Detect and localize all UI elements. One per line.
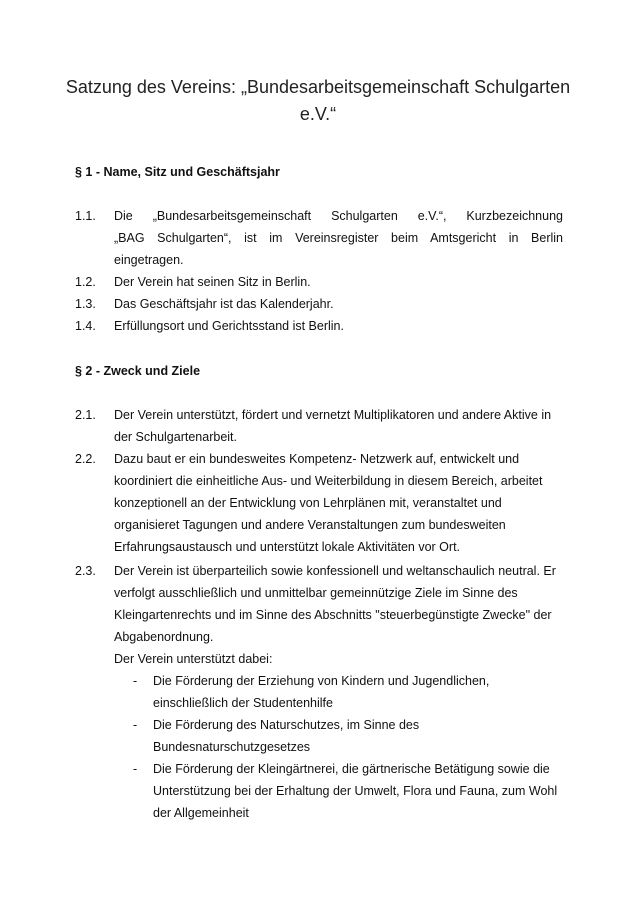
clause-1-2 xyxy=(75,271,563,293)
list-item xyxy=(113,714,563,758)
list-item-text: Die Förderung der Erziehung von Kindern und Jugendlichen, einschließlich der Studentenhilfe xyxy=(153,674,490,710)
list-item-text: Die Förderung der Kleingärtnerei, die gärtnerische Betätigung sowie die Unterstützung bei der Erhaltung der Umwelt, Flora und Fauna, zum Wohl der Allgemeinheit xyxy=(153,762,558,820)
clause-text: Der Verein unterstützt, fördert und vernetzt Multiplikatoren und andere Aktive in der Schulgartenarbeit. xyxy=(114,408,552,444)
clause-text: Der Verein ist überparteilich sowie konfessionell und weltanschaulich neutral. Er verfolgt ausschließlich und unmittelbar gemeinnützige Ziele im Sinne des Kleingartenrechts und im Sinne des Abschnitts "steuerbegünstigte Zwecke" der Abgabenordnung. xyxy=(114,564,556,644)
clause-text: Dazu baut er ein bundesweites Kompetenz- Netzwerk auf, entwickelt und koordiniert die einheitliche Aus- und Weiterbildung in diesem Bereich, arbeitet konzeptionell an der Entwicklung von Lehrplänen mit, veranstaltet und organisieret Tagungen und andere Veranstaltungen zum bundesweiten Erfahrungsaustausch und unterstützt lokale Aktivitäten vor Ort. xyxy=(114,452,543,554)
section-heading-2: § 2 - Zweck und Ziele xyxy=(75,364,201,378)
clause-number: 2.2. xyxy=(75,452,96,466)
clause-text: Der Verein hat seinen Sitz in Berlin. xyxy=(114,275,311,289)
clause-text-line: „BAG Schulgarten“, ist im Vereinsregister beim Amtsgericht in Berlin xyxy=(114,231,563,245)
clause-2-1 xyxy=(75,404,563,448)
clause-number: 1.2. xyxy=(75,275,96,289)
bullet-dash: - xyxy=(133,674,138,688)
clause-2-2 xyxy=(75,448,563,558)
clause-text: Erfüllungsort und Gerichtsstand ist Berlin. xyxy=(114,319,344,333)
bullet-dash: - xyxy=(133,762,138,776)
clause-text-line: Die „Bundesarbeitsgemeinschaft Schulgarten e.V.“, Kurzbezeichnung xyxy=(114,209,563,223)
clause-text-line: eingetragen. xyxy=(114,253,184,267)
clause-1-4 xyxy=(75,315,563,337)
clause-number: 1.3. xyxy=(75,297,96,311)
clause-number: 1.1. xyxy=(75,209,96,223)
list-item xyxy=(113,670,563,714)
section-heading-1: § 1 - Name, Sitz und Geschäftsjahr xyxy=(75,165,280,179)
clause-subtext: Der Verein unterstützt dabei: xyxy=(114,652,273,666)
list-item-text: Die Förderung des Naturschutzes, im Sinne des Bundesnaturschutzgesetzes xyxy=(153,718,420,754)
clause-1-1 xyxy=(75,205,563,271)
clause-text: Das Geschäftsjahr ist das Kalenderjahr. xyxy=(114,297,334,311)
bullet-list xyxy=(113,670,563,824)
clause-1-3 xyxy=(75,293,563,315)
bullet-dash: - xyxy=(133,718,138,732)
clause-2-3 xyxy=(75,560,563,670)
clause-number: 2.3. xyxy=(75,564,96,578)
clause-number: 1.4. xyxy=(75,319,96,333)
list-item xyxy=(113,758,563,824)
clause-number: 2.1. xyxy=(75,408,96,422)
document-title: Satzung des Vereins: „Bundesarbeitsgemeinschaft Schulgarten e.V.“ xyxy=(65,77,571,124)
